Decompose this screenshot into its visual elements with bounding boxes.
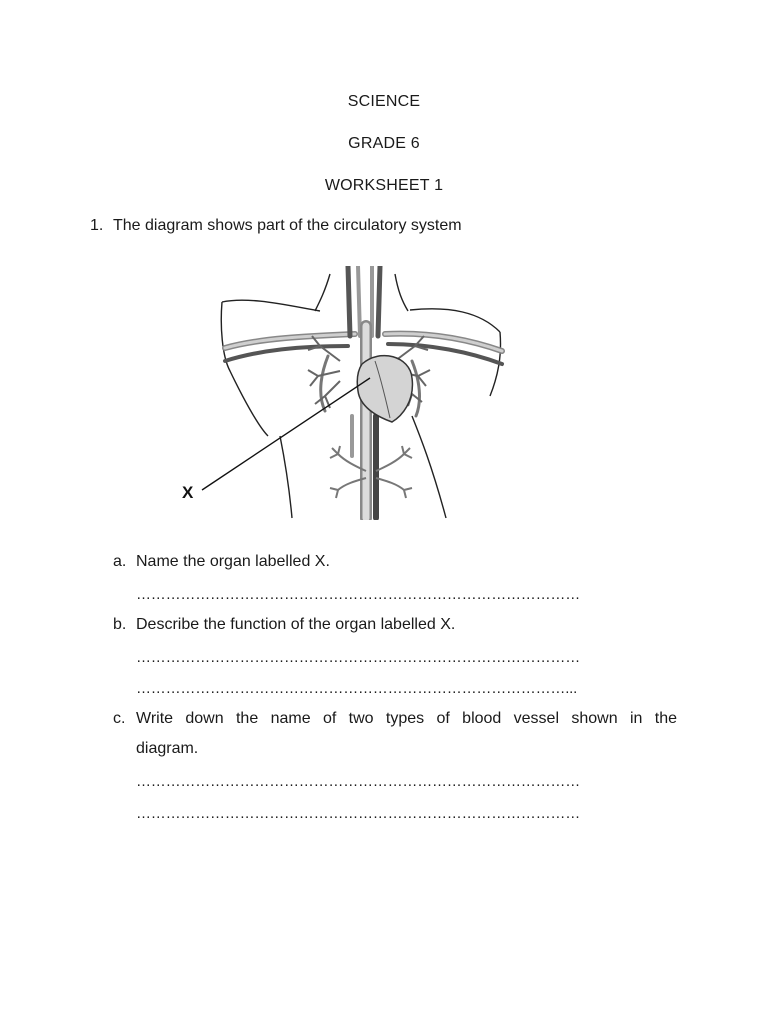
part-a-answer-line-1[interactable]: ……………………………………………………………………………… <box>136 586 581 603</box>
part-a-text: Name the organ labelled X. <box>136 553 330 570</box>
question-number: 1. <box>90 217 104 234</box>
label-x: X <box>182 483 194 502</box>
part-b-answer-line-2[interactable]: ……………………………………………………………………………... <box>136 680 578 697</box>
part-b-answer-line-1[interactable]: ……………………………………………………………………………… <box>136 649 581 666</box>
grade-heading: GRADE 6 <box>348 135 420 152</box>
part-c-letter: c. <box>113 710 126 727</box>
part-c-text-line-1: Write down the name of two types of blood vessel shown in the <box>136 710 677 727</box>
part-c-text-line-2: diagram. <box>136 740 199 757</box>
part-c-answer-line-1[interactable]: ……………………………………………………………………………… <box>136 773 581 790</box>
part-b-text: Describe the function of the organ labelled X. <box>136 616 456 633</box>
circulatory-system-diagram <box>180 266 510 520</box>
part-c-answer-line-2[interactable]: ……………………………………………………………………………… <box>136 805 581 822</box>
part-b-letter: b. <box>113 616 127 633</box>
subject-heading: SCIENCE <box>347 93 421 110</box>
question-text: The diagram shows part of the circulatory system <box>113 217 462 234</box>
worksheet-heading: WORKSHEET 1 <box>324 177 444 194</box>
part-a-letter: a. <box>113 553 127 570</box>
